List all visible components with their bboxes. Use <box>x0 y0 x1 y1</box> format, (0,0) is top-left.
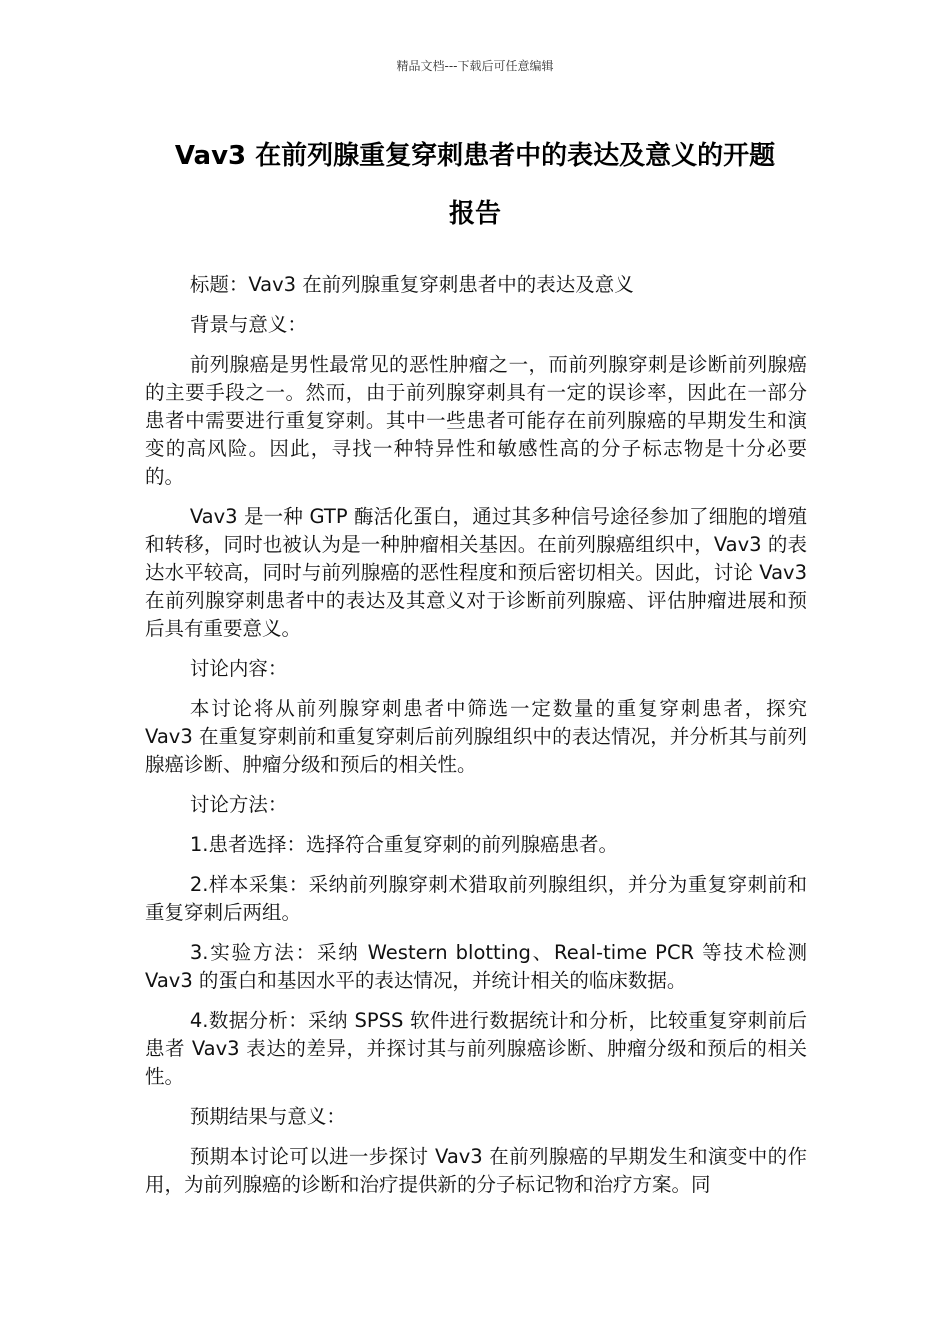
method-item-2: 2.样本采集：采纳前列腺穿刺术猎取前列腺组织，并分为重复穿刺前和重复穿刺后两组。 <box>145 873 807 924</box>
document-body <box>145 271 807 1211</box>
paragraph-background-2: Vav3 是一种 GTP 酶活化蛋白，通过其多种信号途径参加了细胞的增殖和转移，同时也被认为是一种肿瘤相关基因。在前列腺癌组织中，Vav3 的表达水平较高，同时与前列腺癌的恶性程度和预后密切相关。因此，讨论 Vav3 在前列腺穿刺患者中的表达及其意义对于诊断前列腺癌、评估肿瘤进展和预后具有重要意义。 <box>145 505 807 640</box>
paragraph-subject: 标题：Vav3 在前列腺重复穿刺患者中的表达及意义 <box>189 273 634 296</box>
heading-background: 背景与意义： <box>189 313 307 336</box>
page-header-note: 精品文档---下载后可任意编辑 <box>396 59 554 73</box>
paragraph-expected-results: 预期本讨论可以进一步探讨 Vav3 在前列腺癌的早期发生和演变中的作用，为前列腺癌的诊断和治疗提供新的分子标记物和治疗方案。同 <box>145 1145 807 1196</box>
heading-content: 讨论内容： <box>189 657 288 680</box>
paragraph-content: 本讨论将从前列腺穿刺患者中筛选一定数量的重复穿刺患者，探究 Vav3 在重复穿刺前和重复穿刺后前列腺组织中的表达情况，并分析其与前列腺癌诊断、肿瘤分级和预后的相关性。 <box>145 697 807 776</box>
document-title-line-2: 报告 <box>448 199 501 229</box>
document-title-line-1: Vav3 在前列腺重复穿刺患者中的表达及意义的开题 <box>174 141 776 171</box>
paragraph-background-1: 前列腺癌是男性最常见的恶性肿瘤之一，而前列腺穿刺是诊断前列腺癌的主要手段之一。然而，由于前列腺穿刺具有一定的误诊率，因此在一部分患者中需要进行重复穿刺。其中一些患者可能存在前列腺癌的早期发生和演变的高风险。因此，寻找一种特异性和敏感性高的分子标志物是十分必要的。 <box>145 353 807 488</box>
heading-expected-results: 预期结果与意义： <box>189 1105 346 1128</box>
heading-methods: 讨论方法： <box>189 793 288 816</box>
method-item-1: 1.患者选择：选择符合重复穿刺的前列腺癌患者。 <box>189 833 618 856</box>
method-item-4: 4.数据分析：采纳 SPSS 软件进行数据统计和分析，比较重复穿刺前后患者 Vav3 表达的差异，并探讨其与前列腺癌诊断、肿瘤分级和预后的相关性。 <box>145 1009 807 1088</box>
method-item-3: 3.实验方法：采纳 Western blotting、Real-time PCR 等技术检测 Vav3 的蛋白和基因水平的表达情况，并统计相关的临床数据。 <box>145 941 807 992</box>
